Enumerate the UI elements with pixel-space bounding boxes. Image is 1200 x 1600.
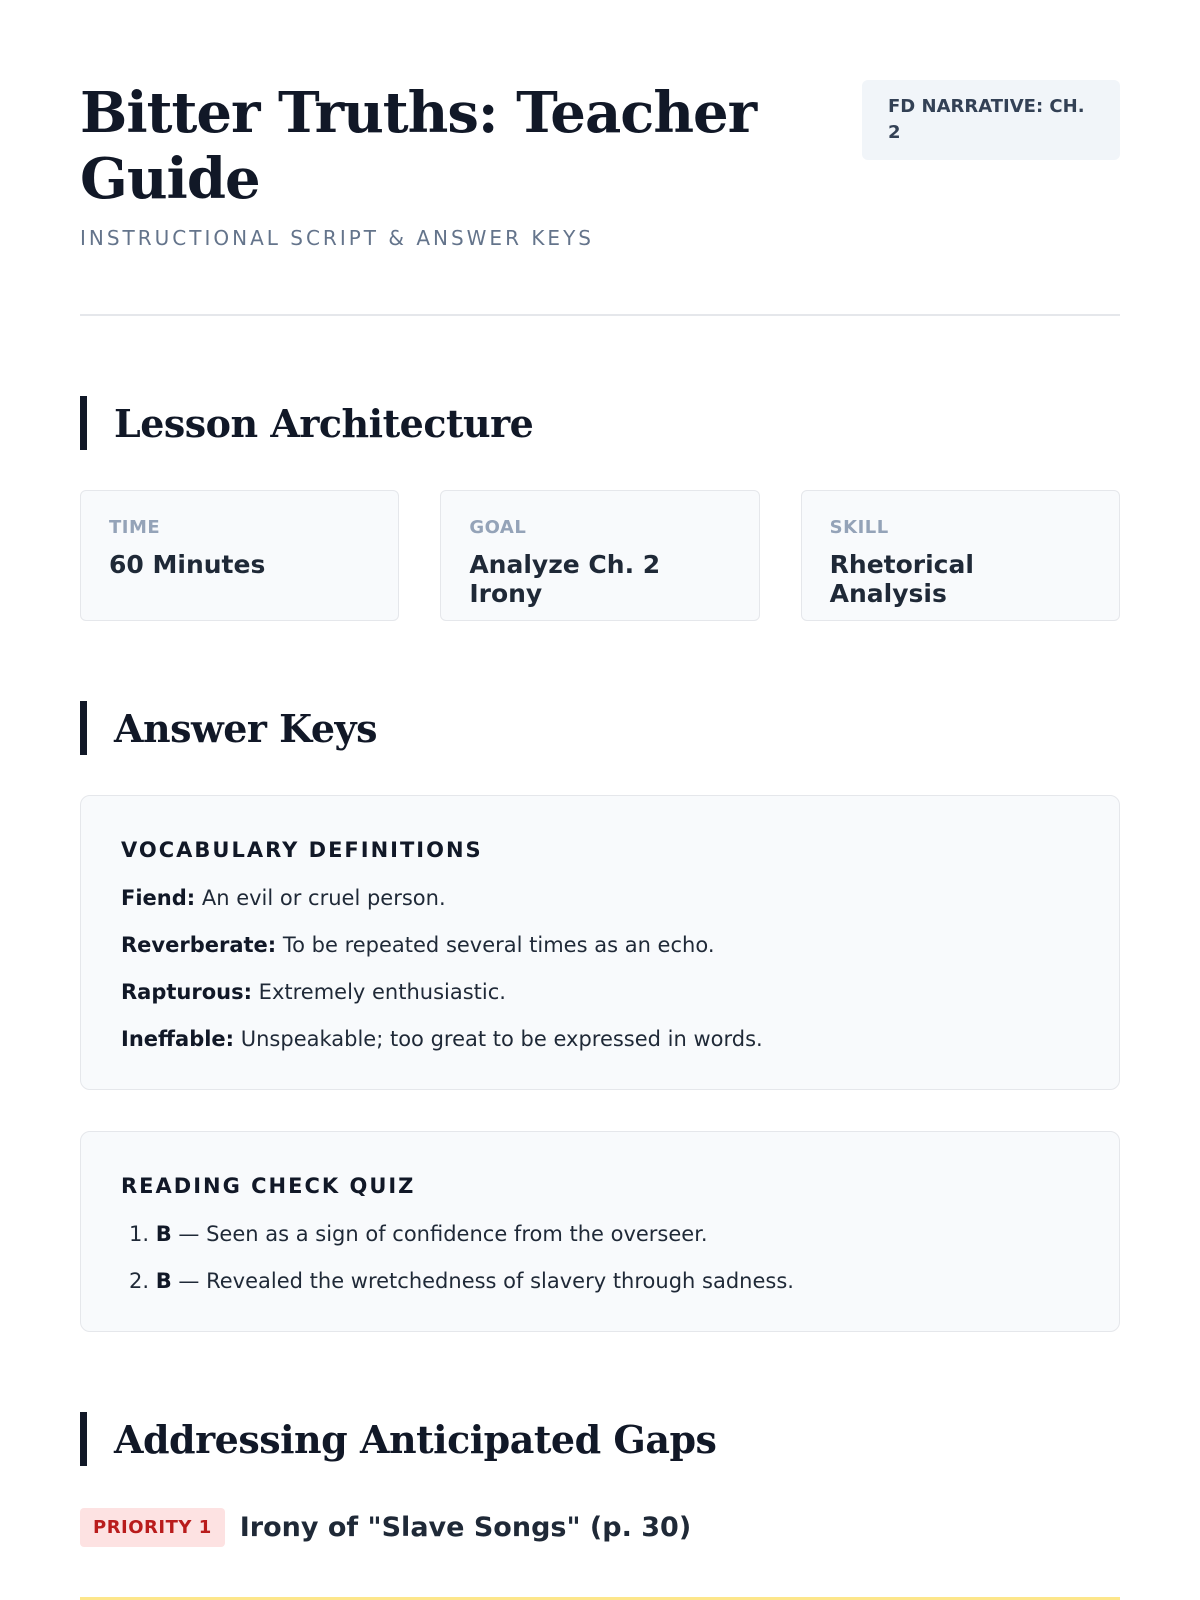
card-label: TIME — [109, 517, 161, 538]
vocab-item — [121, 884, 1079, 912]
vocab-definition: Unspeakable; too great to be expressed in words. — [234, 1027, 763, 1051]
card-value: Analyze Ch. 2 Irony — [469, 550, 661, 608]
quiz-title: READING CHECK QUIZ — [121, 1174, 416, 1198]
vocab-term: Rapturous: — [121, 980, 252, 1004]
card-label: SKILL — [829, 517, 889, 538]
vocab-term: Ineffable: — [121, 1027, 235, 1051]
quiz-explanation: — Seen as a sign of confidence from the overseer. — [171, 1222, 708, 1246]
quiz-item — [121, 1220, 1079, 1248]
vocab-item — [121, 1025, 1079, 1053]
card-value: 60 Minutes — [109, 550, 266, 579]
skill-card — [801, 490, 1120, 621]
lesson-stat-cards — [80, 490, 1120, 621]
lesson-architecture-heading: Lesson Architecture — [80, 396, 1120, 450]
goal-card — [440, 490, 759, 621]
time-card — [80, 490, 399, 621]
quiz-number: 2. — [129, 1269, 150, 1293]
card-label: GOAL — [469, 517, 527, 538]
chapter-badge: FD NARRATIVE: CH. 2 — [862, 80, 1120, 160]
document-header — [80, 80, 1120, 316]
vocab-definition: Extremely enthusiastic. — [252, 980, 506, 1004]
quiz-explanation: — Revealed the wretchedness of slavery through sadness. — [171, 1269, 794, 1293]
quiz-item — [121, 1267, 1079, 1295]
quiz-answer: B — [155, 1222, 172, 1246]
vocabulary-title: VOCABULARY DEFINITIONS — [121, 838, 483, 862]
anticipated-gaps-heading: Addressing Anticipated Gaps — [80, 1412, 1120, 1466]
card-value: Rhetorical Analysis — [829, 550, 974, 608]
priority-badge: PRIORITY 1 — [80, 1508, 225, 1547]
reading-check-quiz-box — [80, 1131, 1120, 1332]
gap-item — [80, 1508, 1120, 1547]
vocab-definition: To be repeated several times as an echo. — [276, 933, 715, 957]
vocab-item — [121, 978, 1079, 1006]
vocab-item — [121, 931, 1079, 959]
page-title: Bitter Truths: Teacher Guide — [80, 80, 757, 212]
vocab-term: Reverberate: — [121, 933, 277, 957]
gap-title: Irony of "Slave Songs" (p. 30) — [239, 1512, 692, 1543]
vocab-term: Fiend: — [121, 886, 196, 910]
answer-keys-heading: Answer Keys — [80, 701, 1120, 755]
vocabulary-definitions-box — [80, 795, 1120, 1090]
page-subtitle: INSTRUCTIONAL SCRIPT & ANSWER KEYS — [80, 226, 594, 250]
quiz-number: 1. — [129, 1222, 150, 1246]
vocab-definition: An evil or cruel person. — [195, 886, 446, 910]
quiz-answer: B — [155, 1269, 172, 1293]
